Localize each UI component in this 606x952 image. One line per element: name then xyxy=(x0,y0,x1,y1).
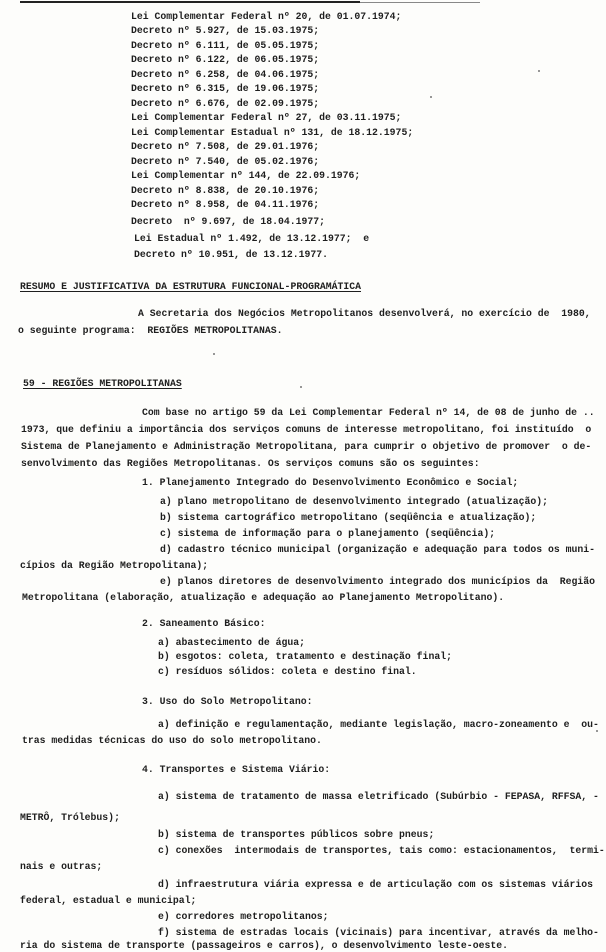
scan-speck xyxy=(596,730,598,732)
legislation-item: Decreto nº 5.927, de 15.03.1975; xyxy=(131,25,320,36)
top-rule-faint xyxy=(360,2,480,3)
section-4-item: d) infraestrutura viária expressa e de articulação com os sistemas viários xyxy=(158,879,594,890)
section-1-item: d) cadastro técnico municipal (organização e adequação para todos os muni- xyxy=(160,544,596,555)
scan-speck xyxy=(538,70,540,72)
section-4-item: b) sistema de transportes públicos sobre pneus; xyxy=(158,829,435,840)
scan-speck xyxy=(213,353,215,355)
legislation-item: Decreto nº 6.258, de 04.06.1975; xyxy=(131,69,320,80)
program-heading: 59 - REGIÕES METROPOLITANAS xyxy=(23,378,182,389)
section-1-item: c) sistema de informação para o planejamento (seqüência); xyxy=(160,528,496,539)
legislation-item: Decreto nº 9.697, de 18.04.1977; xyxy=(131,216,326,227)
summary-line: o seguinte programa: REGIÕES METROPOLITANAS. xyxy=(18,325,283,336)
section-4-item: nais e outras; xyxy=(20,861,103,872)
section-4-item: c) conexões intermodais de transportes, tais como: estacionamentos, termi- xyxy=(158,845,605,856)
section-4-item: a) sistema de tratamento de massa eletrificado (Subúrbio - FEPASA, RFFSA, - xyxy=(158,791,599,802)
section-1-item: Metropolitana (elaboração, atualização e adequação ao Planejamento Metropolitano). xyxy=(22,592,505,603)
legislation-item: Lei Complementar Estadual nº 131, de 18.12.1975; xyxy=(131,127,414,138)
section-2-item: c) resíduos sólidos: coleta e destino final. xyxy=(158,666,417,677)
legislation-item: Decreto nº 7.508, de 29.01.1976; xyxy=(131,141,320,152)
legislation-item: Lei Estadual nº 1.492, de 13.12.1977; e xyxy=(134,233,370,244)
section-1-item: e) planos diretores de desenvolvimento integrado dos municípios da Região xyxy=(160,576,596,587)
scan-speck xyxy=(430,96,432,98)
section-4-item: e) corredores metropolitanos; xyxy=(158,911,329,922)
section-4-title: 4. Transportes e Sistema Viário: xyxy=(142,764,331,775)
summary-heading: RESUMO E JUSTIFICATIVA DA ESTRUTURA FUNCIONAL-PROGRAMÁTICA xyxy=(20,281,361,292)
section-1-item: cípios da Região Metropolitana); xyxy=(20,560,209,571)
section-2-item: a) abastecimento de água; xyxy=(158,637,305,648)
legislation-item: Decreto nº 8.838, de 20.10.1976; xyxy=(131,185,320,196)
legislation-item: Decreto nº 8.958, de 04.11.1976; xyxy=(131,199,320,210)
intro-line: senvolvimento das Regiões Metropolitanas. Os serviços comuns são os seguintes: xyxy=(21,458,480,469)
section-3-item: a) definição e regulamentação, mediante legislação, macro-zoneamento e ou- xyxy=(158,719,599,730)
intro-line: Com base no artigo 59 da Lei Complementar Federal nº 14, de 08 de junho de .. xyxy=(142,407,595,418)
legislation-item: Decreto nº 6.315, de 19.06.1975; xyxy=(131,83,320,94)
section-1-title: 1. Planejamento Integrado do Desenvolvimento Econômico e Social; xyxy=(142,477,519,488)
legislation-item: Decreto nº 10.951, de 13.12.1977. xyxy=(134,249,329,260)
section-4-item: ria do sistema de transporte (passageiros e carros), o desenvolvimento leste-oeste. xyxy=(20,940,508,951)
section-1-item: b) sistema cartográfico metropolitano (seqüência e atualização); xyxy=(160,512,537,523)
legislation-item: Lei Complementar nº 144, de 22.09.1976; xyxy=(131,170,361,181)
legislation-item: Decreto nº 6.111, de 05.05.1975; xyxy=(131,40,320,51)
section-4-item: federal, estadual e municipal; xyxy=(20,895,197,906)
top-rule xyxy=(20,1,360,3)
legislation-item: Decreto nº 7.540, de 05.02.1976; xyxy=(131,156,320,167)
section-1-item: a) plano metropolitano de desenvolvimento integrado (atualização); xyxy=(160,496,549,507)
section-3-title: 3. Uso do Solo Metropolitano: xyxy=(142,696,313,707)
section-2-title: 2. Saneamento Básico: xyxy=(142,618,266,629)
section-3-item: tras medidas técnicas do uso do solo metropolitano. xyxy=(22,735,322,746)
section-2-item: b) esgotos: coleta, tratamento e destinação final; xyxy=(158,651,452,662)
legislation-item: Decreto nº 6.676, de 02.09.1975; xyxy=(131,98,320,109)
legislation-item: Lei Complementar Federal nº 27, de 03.11.1975; xyxy=(131,112,402,123)
section-4-item: f) sistema de estradas locais (vicinais) para incentivar, através da melho- xyxy=(158,927,599,938)
intro-line: 1973, que definiu a importância dos serviços comuns de interesse metropolitano, foi instituído o xyxy=(21,424,592,435)
intro-line: Sistema de Planejamento e Administração Metropolitana, para cumprir o objetivo de promover o de- xyxy=(21,441,592,452)
summary-line: A Secretaria dos Negócios Metropolitanos desenvolverá, no exercício de 1980, xyxy=(138,308,591,319)
legislation-item: Decreto nº 6.122, de 06.05.1975; xyxy=(131,54,320,65)
section-4-item: METRÔ, Trólebus); xyxy=(20,812,120,823)
scan-speck xyxy=(300,386,302,388)
legislation-item: Lei Complementar Federal nº 20, de 01.07.1974; xyxy=(131,11,402,22)
